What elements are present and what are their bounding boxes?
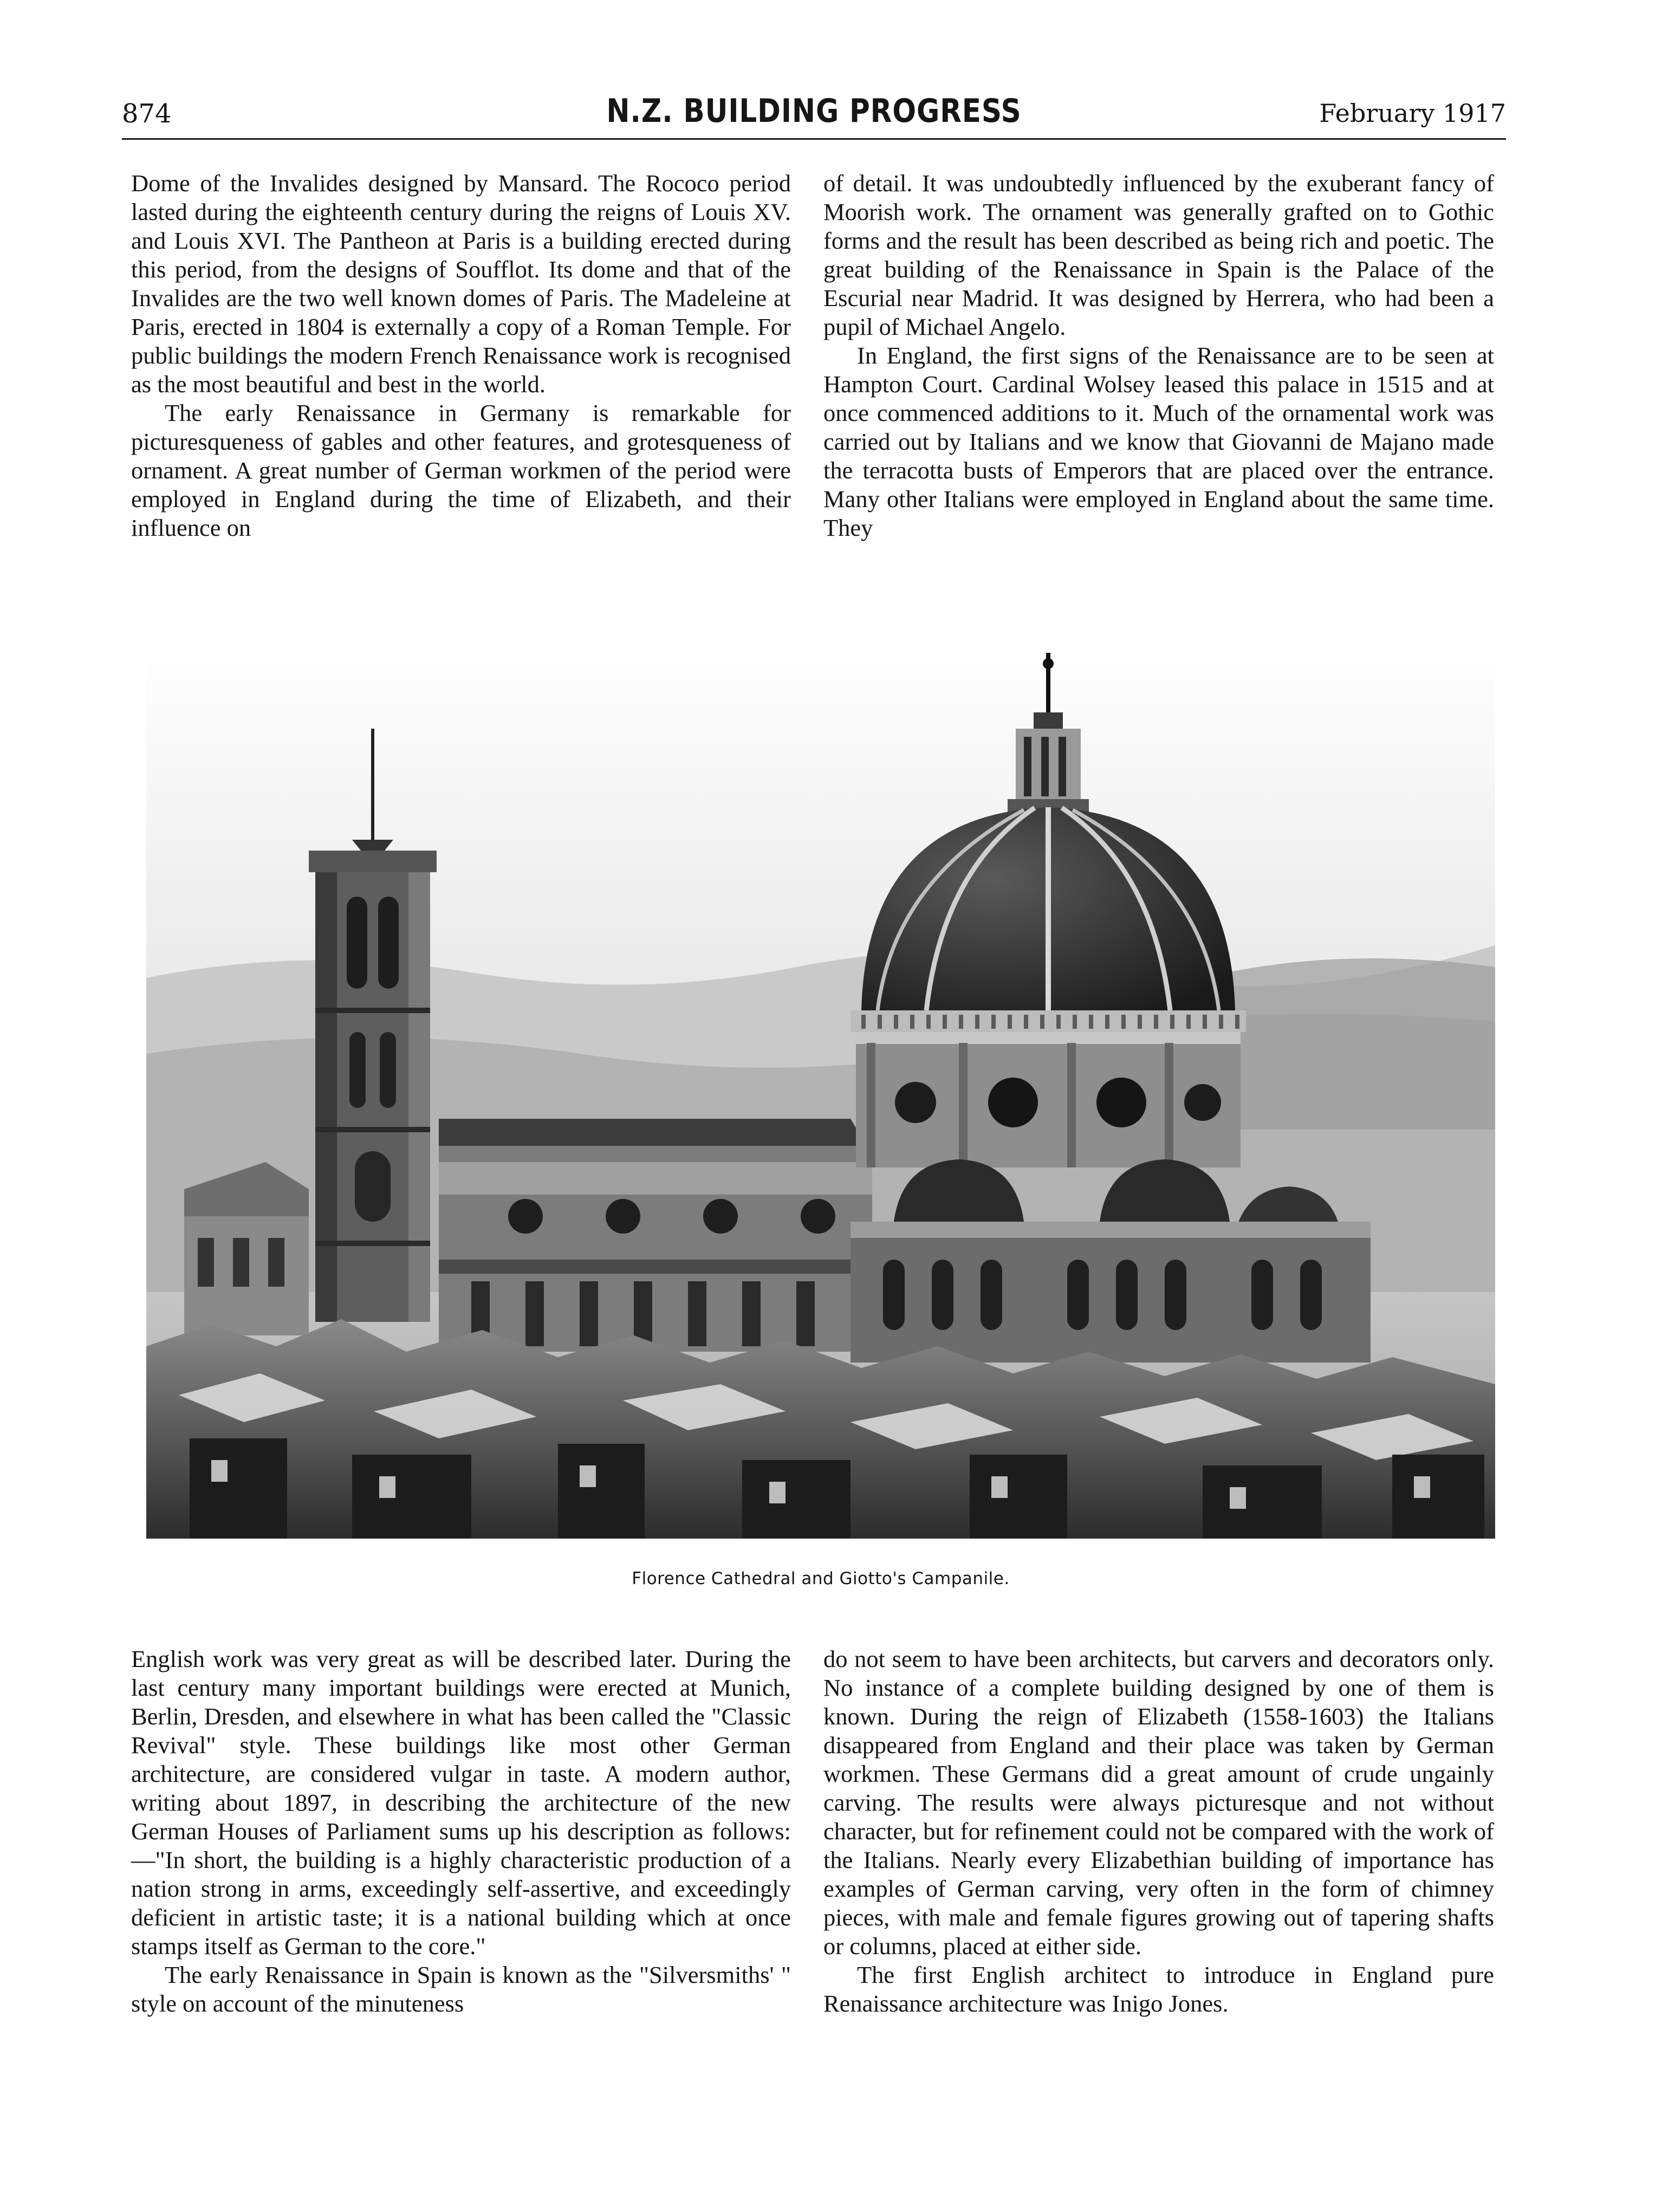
paragraph: The early Renaissance in Germany is remarkable for picturesqueness of gables and other features, and grotesqueness of ornament. A great number of German workmen of the period were employed in England during the time of Elizabeth, and their influence on [131, 399, 791, 541]
paragraph: of detail. It was undoubtedly influenced by the exuberant fancy of Moorish work. The ornament was generally grafted on to Gothic forms and the result has been described as being rich and poetic. The great building of the Renaissance in Spain is the Palace of the Escurial near Madrid. It was designed by Herrera, who had been a pupil of Michael Angelo. [823, 170, 1494, 340]
paragraph: In England, the first signs of the Renaissance are to be seen at Hampton Court. Cardinal Wolsey leased this palace in 1515 and at once commenced additions to it. Much of the ornamental work was carried out by Italians and we know that Giovanni de Majano made the terracotta busts of Emperors that are placed over the entrance. Many other Italians were employed in England about the same time. They [823, 342, 1494, 541]
cathedral-illustration [146, 642, 1495, 1539]
figure-caption: Florence Cathedral and Giotto's Campanile. [632, 1569, 1010, 1588]
paragraph: English work was very great as will be described later. During the last century many important buildings were erected at Munich, Berlin, Dresden, and elsewhere in what has been called the "Classic Revival" style. These buildings like most other German architecture, are considered vulgar in taste. A modern author, writing about 1897, in describing the architecture of the new German Houses of Parliament sums up his description as follows:—"In short, the building is a highly characteristic production of a nation strong in arms, exceedingly self-assertive, and exceedingly deficient in artistic taste; it is a national building which at once stamps itself as German to the core." [131, 1645, 791, 1960]
publication-title: N.Z. BUILDING PROGRESS [606, 92, 1022, 130]
header-rule [122, 138, 1506, 140]
page-header [122, 92, 1506, 141]
paragraph: The first English architect to introduce in England pure Renaissance architecture was Inigo Jones. [823, 1961, 1494, 2017]
cathedral-apses [851, 1159, 1371, 1363]
paragraph: The early Renaissance in Spain is known as the "Silversmiths' " style on account of the minuteness [131, 1961, 791, 2017]
baptistery [184, 1162, 309, 1335]
cathedral-photograph [146, 642, 1495, 1539]
bottom-left-column [131, 1645, 791, 2018]
paragraph: Dome of the Invalides designed by Mansard. The Rococo period lasted during the eighteenth century during the reigns of Louis XV. and Louis XVI. The Pantheon at Paris is a building erected during this period, from the designs of Soufflot. Its dome and that of the Invalides are the two well known domes of Paris. The Madeleine at Paris, erected in 1804 is externally a copy of a Roman Temple. For public buildings the modern French Renaissance work is recognised as the most beautiful and best in the world. [131, 170, 791, 398]
issue-date: February 1917 [1319, 99, 1506, 128]
paragraph: do not seem to have been architects, but carvers and decorators only. No instance of a complete building designed by one of them is known. During the reign of Elizabeth (1558-1603) the Italians disappeared from England and their place was taken by German workmen. These Germans did a great amount of crude ungainly carving. The results were always picturesque and not without character, but for refinement could not be compared with the work of the Italians. Nearly every Elizabethian building of importance has examples of German carving, very often in the form of chimney pieces, with male and female figures growing out of tapering shafts or columns, placed at either side. [823, 1645, 1494, 1960]
cathedral-nave [439, 1119, 872, 1352]
bottom-right-column [823, 1645, 1494, 2018]
top-right-column [823, 169, 1494, 542]
top-left-column [131, 169, 791, 542]
page-number: 874 [122, 99, 172, 129]
